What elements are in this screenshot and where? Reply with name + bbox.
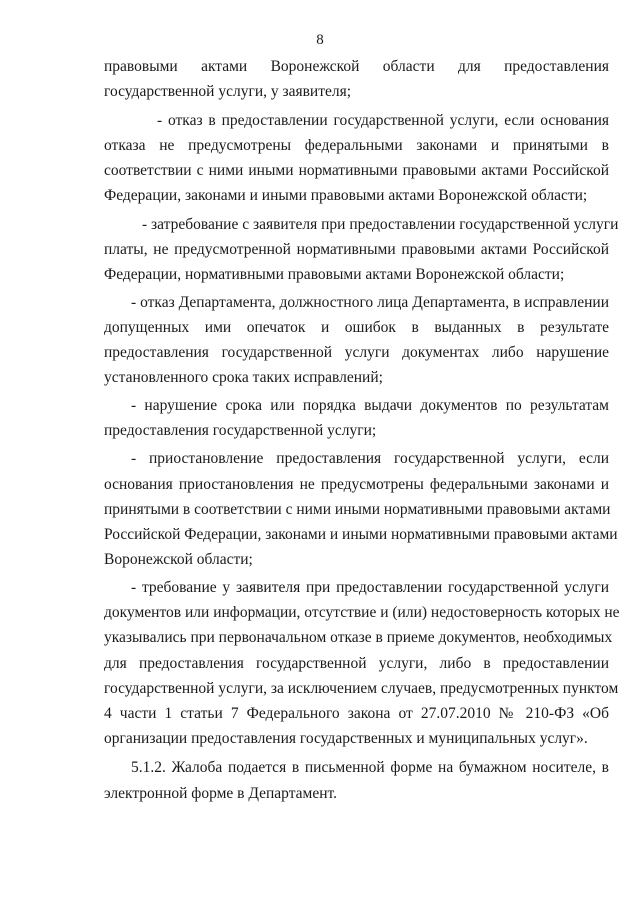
text-line: 4 части 1 статьи 7 Федерального закона от 27.07.2010 № 210-ФЗ «Об <box>104 705 609 722</box>
text-line: основания приостановления не предусмотрены федеральными законами и <box>104 476 609 493</box>
text-line: государственной услуги, у заявителя; <box>104 83 352 100</box>
text-line: Воронежской области; <box>104 551 253 568</box>
text-line: документов или информации, отсутствие и (или) недостоверность которых не <box>104 604 620 621</box>
text-line: предоставления государственной услуги; <box>104 422 377 439</box>
text-line: - нарушение срока или порядка выдачи документов по результатам <box>131 397 609 414</box>
page-number: 8 <box>316 32 324 48</box>
text-line: электронной форме в Департамент. <box>104 785 338 802</box>
text-line: Российской Федерации, законами и иными нормативными правовыми актами <box>104 526 618 543</box>
text-line: допущенных ими опечаток и ошибок в выданных в результате <box>104 319 609 336</box>
text-line: установленного срока таких исправлений; <box>104 369 383 386</box>
text-line: - отказ Департамента, должностного лица Департамента, в исправлении <box>131 294 609 311</box>
text-line: государственной услуги, за исключением случаев, предусмотренных пунктом <box>104 680 619 697</box>
text-line: - приостановление предоставления государственной услуги, если <box>131 450 609 467</box>
text-line: платы, не предусмотренной нормативными правовыми актами Российской <box>104 241 609 258</box>
text-line: отказа не предусмотрены федеральными законами и принятыми в <box>104 137 609 154</box>
text-line: для предоставления государственной услуги, либо в предоставлении <box>104 655 609 672</box>
text-line: предоставления государственной услуги документах либо нарушение <box>104 344 609 361</box>
text-line: Федерации, нормативными правовыми актами Воронежской области; <box>104 266 565 283</box>
text-line: - затребование с заявителя при предоставлении государственной услуги <box>142 216 619 233</box>
text-line: Федерации, законами и иными правовыми актами Воронежской области; <box>104 187 588 204</box>
text-line: указывались при первоначальном отказе в приеме документов, необходимых <box>104 629 613 646</box>
text-line: - отказ в предоставлении государственной услуги, если основания <box>157 112 609 129</box>
text-line: правовыми актами Воронежской области для предоставления <box>104 58 609 75</box>
text-line: соответствии с ними иными нормативными правовыми актами Российской <box>104 162 609 179</box>
text-line: организации предоставления государственных и муниципальных услуг». <box>104 730 588 747</box>
text-line: принятыми в соответствии с ними иными нормативными правовыми актами <box>104 501 611 518</box>
text-line: - требование у заявителя при предоставлении государственной услуги <box>131 579 609 596</box>
text-line: 5.1.2. Жалоба подается в письменной форме на бумажном носителе, в <box>131 759 609 776</box>
